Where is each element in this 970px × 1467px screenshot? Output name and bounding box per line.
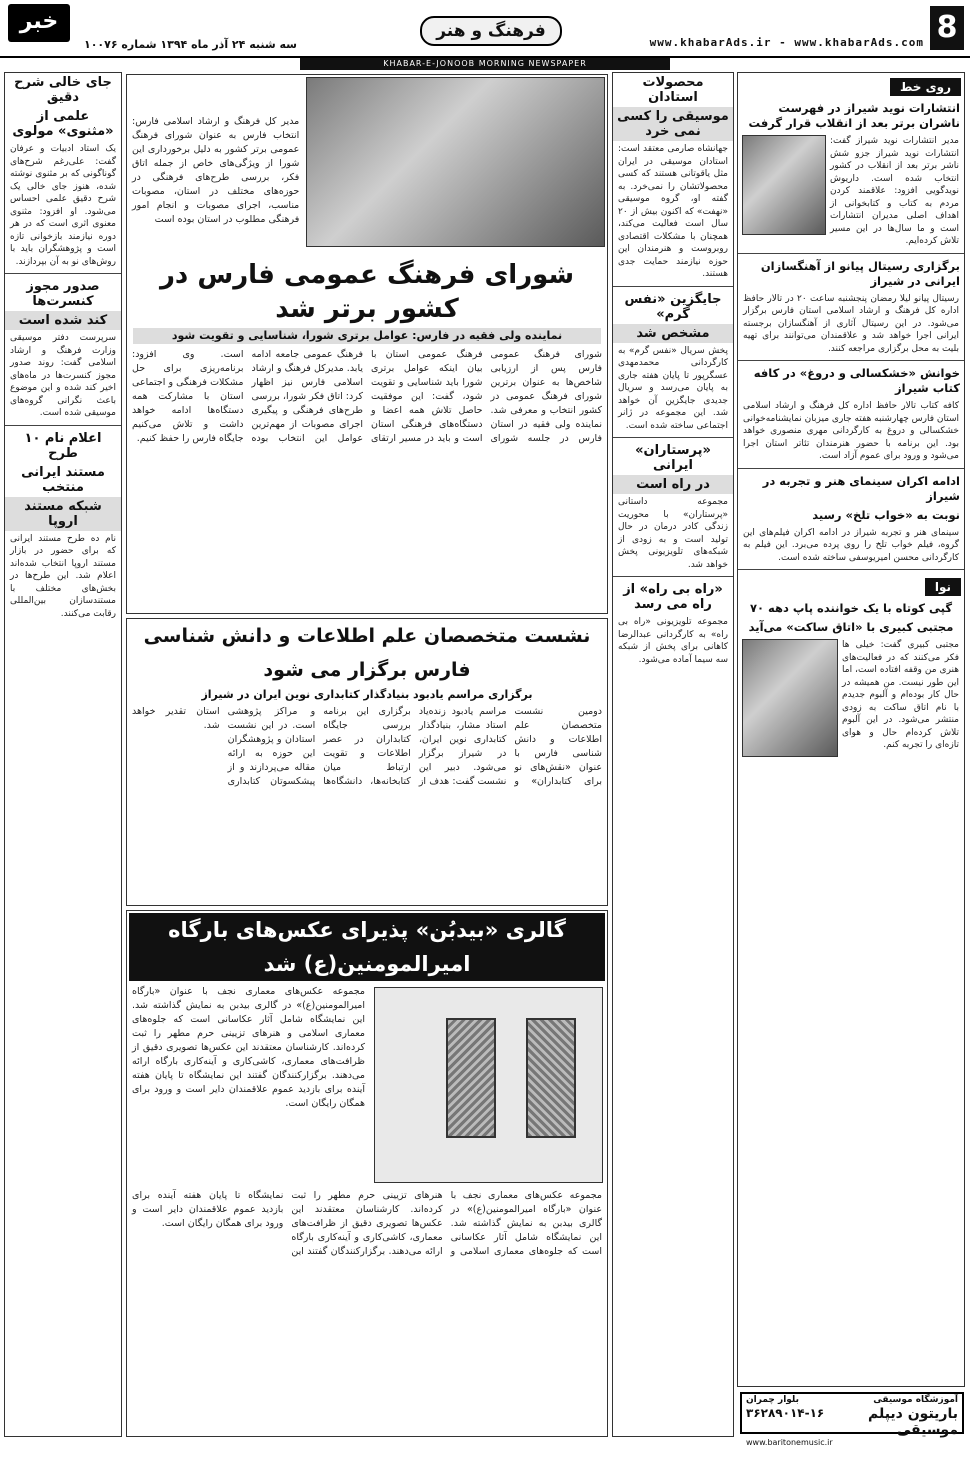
subheadline: کند شده است <box>5 311 121 330</box>
newspaper-logo: خبر <box>8 4 70 42</box>
subheadline: مشخص شد <box>613 324 733 343</box>
gallery-photo <box>374 987 603 1183</box>
photo-caption: مدیر کل فرهنگ و ارشاد اسلامی فارس: انتخاب فارس به عنوان شورای فرهنگ عمومی برتر کشور به دلیل برخورداری این شورا از ویژگی‌های خاص از جمله اتاق فکر، بررسی طرح‌های فرهنگی در حوزه‌های مختلف در استان، مصوبات مناسب، اجرای مصوبات و انجام امور فرهنگی مطلوب در استان بوده است <box>132 116 300 225</box>
headline: «پرستاران» ایرانی <box>635 443 711 473</box>
main-subheadline: نماینده ولی فقیه در فارس: عوامل برتری شورا، شناسایی و تقویت شود <box>133 328 601 344</box>
main-headline: شورای فرهنگ عمومی فارس در کشور برتر شد <box>159 260 575 324</box>
article-text: سینمای هنر و تجربه شیراز در ادامه اکران فیلم‌های این گروه، فیلم خواب تلخ را روی پرده می‌برد. این فیلم به کارگردانی محسن امیریوسفی ساخته شده است. <box>743 527 959 563</box>
headline: جای خالی شرح دقیق <box>14 75 112 105</box>
article-text: شورای فرهنگ عمومی فارس پس از ارزیابی شاخص‌ها به عنوان برترین شورای فرهنگ عمومی در کشور انتخاب و معرفی شد. نماینده ولی فقیه در استان فارس در جلسه شورای فرهنگ عمومی استان با بیان اینکه عوامل برتری شورا باید شناسایی و تقویت شود، گفت: این موفقیت حاصل تلاش همه اعضا و دستگاه‌های فرهنگی استان است و باید در مسیر ارتقای فرهنگ عمومی جامعه ادامه یابد. مدیرکل فرهنگ و ارشاد اسلامی فارس نیز اظهار کرد: اتاق فکر شورا، بررسی طرح‌های فرهنگی و پیگیری اجرای مصوبات از مهم‌ترین عوامل این انتخاب بوده است. وی افزود: برنامه‌ریزی برای حل مشکلات فرهنگی و اجتماعی استان با مشارکت همه دستگاه‌ها ادامه خواهد داشت و تلاش می‌کنیم جایگاه فارس را حفظ کنیم. <box>132 349 602 444</box>
article-text: مجموعه تلویزیونی «راه بی راه» به کارگردانی عبدالرضا کاهانی برای پخش از شبکه سه سیما آماده می‌شود. <box>618 617 728 665</box>
headline: انتشارات نوید شیراز در فهرست ناشران برتر بعد از انقلاب قرار گرفت <box>748 101 960 130</box>
subheadline: مجتبی کبیری با «اتاق ساکت» می‌آید <box>748 620 954 634</box>
dateline: سه شنبه ۲۴ آذر ماه ۱۳۹۴ شماره ۱۰۰۷۶ <box>84 38 297 51</box>
masthead <box>0 0 970 58</box>
article-text-continued: مجموعه عکس‌های معماری نجف با عنوان «بارگاه امیرالمومنین(ع)» در گالری بیدبن به نمایش گذاشته شد. این نمایشگاه شامل آثار عکاسانی است که جلوه‌های معماری اسلامی و هنرهای تزیینی حرم مطهر را ثبت کرده‌اند. کارشناسان معتقدند این عکس‌ها تصویری دقیق از ظرافت‌های معماری، کاشی‌کاری و آینه‌کاری بارگاه ارائه می‌دهند. برگزارکنندگان گفتند این نمایشگاه تا پایان هفته آینده برای بازدید عموم علاقمندان دایر است و ورود برای همگان رایگان است. <box>132 1190 602 1257</box>
subheadline: نوبت به «خواب تلخ» رسید <box>812 507 960 522</box>
framed-artwork <box>526 1018 576 1138</box>
news-column-left <box>4 72 122 1437</box>
ad-website[interactable]: www.baritonemusic.ir <box>746 1438 833 1447</box>
column-tab: نوا <box>925 578 961 596</box>
article-text: کافه کتاب تالار حافظ اداره کل فرهنگ و ارشاد اسلامی استان فارس چهارشنبه هفته جاری میزبان نمایشنامه‌خوانی خشکسالی و دروغ به کارگردانی مهری منصوری خواهد بود. این برنامه با حضور هنرمندان تئاتر استان اجرا می‌شود و ورود برای عموم آزاد است. <box>743 401 959 461</box>
ad-label: آموزشگاه موسیقی <box>873 1395 958 1405</box>
article-text: مجتبی کبیری گفت: خیلی ها فکر می‌کنند که در فعالیت‌های هنری من وقفه افتاده است، اما این طور نیست. من همیشه در حال کار بوده‌ام و آلبوم جدیدم با نام اتاق ساکت به زودی منتشر می‌شود. در این آلبوم تلاش کرده‌ام حال و هوای تازه‌ای را تجربه کنم. <box>842 640 959 750</box>
news-column-middle <box>612 72 734 1437</box>
article-text: جهانشاه صارمی معتقد است: استادان موسیقی در ایران مثل یاقوتانی هستند که کسی محصولاتشان را نمی‌خرد. به گفته او، گروه موسیقی «نهفت» که اکنون بیش از ۲۰ سال است فعالیت می‌کند، همچنان با مشکلات اقتصادی روبروست و هنرمندان این حوزه نیازمند حمایت جدی هستند. <box>618 144 728 279</box>
headline: خوانش «خشکسالی و دروغ» در کافه کتاب شیراز <box>753 366 960 395</box>
subheadline: شبکه مستند اروپا <box>5 497 121 531</box>
banner-strip: KHABAR-E-JONOOB MORNING NEWSPAPER <box>300 58 670 70</box>
headline: ادامه اکران سینمای هنر و تجربه در شیراز <box>762 473 960 503</box>
article-text: پخش سریال «نفس گرم» به کارگردانی محمدمهدی عسگرپور تا پایان هفته جاری به پایان می‌رسد و سریال جدیدی جایگزین آن خواهد شد. این مجموعه در ژانر اجتماعی ساخته شده است. <box>618 345 728 431</box>
portrait-photo <box>742 135 826 235</box>
subheadline: برگزاری مراسم یادبود بنیادگذار کتابداری نوین ایران در شیراز <box>201 688 533 701</box>
headline: محصولات استادان <box>642 75 704 105</box>
subheadline: موسیقی را کسی نمی خرد <box>613 107 733 141</box>
subheadline: علمی از «مثنوی» مولوی <box>12 109 114 139</box>
music-school-ad[interactable] <box>740 1392 964 1447</box>
article-text: مدیر انتشارات نوید شیراز گفت: انتشارات نوید شیراز جزو شش ناشر برتر بعد از انقلاب در کشور انتخاب شده است. داریوش نویدگویی افزود: علاقمند کردن مردم به کتاب و کتابخوانی از اهداف اصلی مدیران انتشارات است و ما سال‌ها در این مسیر تلاش کرده‌ایم. <box>830 136 959 246</box>
article-text: مجموعه داستانی «پرستاران» با محوریت زندگی کادر درمان در حال تولید است و به زودی از شبکه‌های تلویزیونی پخش خواهد شد. <box>618 497 728 570</box>
singer-photo <box>742 639 838 757</box>
meeting-photo <box>306 77 605 247</box>
subheadline: مستند ایرانی منتخب <box>21 464 105 495</box>
article-text: یک استاد ادبیات و عرفان گفت: علی‌رغم شرح‌های گوناگونی که بر مثنوی نوشته شده، هنوز جای خالی یک شرح دقیق علمی احساس می‌شود. او افزود: مثنوی معنوی اثری است که در هر دوره نیازمند بازخوانی تازه است و پژوهشگران باید با روش‌های نو به آن بپردازند. <box>10 144 116 267</box>
ad-phone: ۳۶۲۸۹۰۱۴-۱۶ <box>746 1406 825 1420</box>
article-text: مجموعه عکس‌های معماری نجف با عنوان «بارگاه امیرالمومنین(ع)» در گالری بیدبن به نمایش گذاشته شد. این نمایشگاه شامل آثار عکاسانی است که جلوه‌های معماری اسلامی و هنرهای تزیینی حرم مطهر را ثبت کرده‌اند. کارشناسان معتقدند این عکس‌ها تصویری دقیق از ظرافت‌های معماری، کاشی‌کاری و آینه‌کاری بارگاه ارائه می‌دهند. برگزارکنندگان گفتند این نمایشگاه تا پایان هفته آینده برای بازدید عموم علاقمندان دایر است و ورود برای همگان رایگان است. <box>132 986 365 1109</box>
main-story <box>126 74 608 614</box>
article-text: نام ده طرح مستند ایرانی که برای حضور در بازار مستند اروپا انتخاب شده‌اند اعلام شد. این طرح‌ها در بخش‌های مختلف با مستندسازان بین‌المللی رقابت می‌کنند. <box>10 533 116 619</box>
headline: نشست متخصصان علم اطلاعات و دانش شناسی فارس برگزار می شود <box>143 625 591 681</box>
article-text: سرپرست دفتر موسیقی وزارت فرهنگ و ارشاد اسلامی گفت: روند صدور مجوز کنسرت‌ها در ماه‌های اخیر کند شده و این موضوع باعث نگرانی گروه‌های موسیقی شده است. <box>10 333 116 418</box>
ad-name: باریتون دیپلم موسیقی <box>868 1406 958 1438</box>
column-tab: روی خط <box>890 78 961 96</box>
headline: جایگزین «نفس گرم» <box>624 291 722 322</box>
gallery-story <box>126 910 608 1437</box>
framed-artwork <box>446 1018 496 1138</box>
ad-address: بلوار چمران <box>746 1395 799 1405</box>
news-column-right <box>737 72 965 1387</box>
library-story <box>126 618 608 906</box>
subheadline: در راه است <box>613 475 733 494</box>
headline: برگزاری رسیتال پیانو از آهنگسازان ایرانی در شیراز <box>760 258 960 288</box>
site-url[interactable]: www.khabarAds.ir - www.khabarAds.com <box>649 36 924 49</box>
headline: گپی کوتاه با یک خواننده پاپ دهه ۷۰ <box>749 601 953 615</box>
headline: اعلام نام ۱۰ طرح <box>24 430 102 461</box>
headline: «راه بی راه» از راه می رسد <box>623 582 723 612</box>
headline: صدور مجوز کنسرت‌ها <box>26 279 100 309</box>
page-number: 8 <box>930 6 964 50</box>
article-text: رسیتال پیانو لیلا رمضان پنجشنبه ساعت ۲۰ در تالار حافظ اداره کل فرهنگ و ارشاد اسلامی استان فارس برگزار می‌شود. در این رسیتال آثاری از آهنگسازان برجسته ایرانی اجرا خواهد شد و علاقمندان می‌توانند برای تهیه بلیت به محل برگزاری مراجعه کنند. <box>743 293 959 354</box>
headline: گالری «بیدبُن» پذیرای عکس‌های بارگاه امیرالمومنین(ع) شد <box>129 913 605 981</box>
section-title: فرهنگ و هنر <box>420 16 562 46</box>
article-text: دومین نشست متخصصان علم اطلاعات و دانش شناسی فارس با عنوان «نقش‌های نو برای کتابداران» و مراسم یادبود زنده‌یاد استاد مشار، بنیادگذار کتابداری نوین ایران، در شیراز برگزار می‌شود. دبیر این نشست گفت: هدف از برگزاری این برنامه بررسی جایگاه کتابداران در عصر اطلاعات و تقویت ارتباط میان کتابخانه‌ها، دانشگاه‌ها و مراکز پژوهشی است. در این نشست استادان و پژوهشگران این حوزه به ارائه مقاله می‌پردازند و از پیشکسوتان کتابداری استان تقدیر خواهد شد. <box>132 706 602 787</box>
